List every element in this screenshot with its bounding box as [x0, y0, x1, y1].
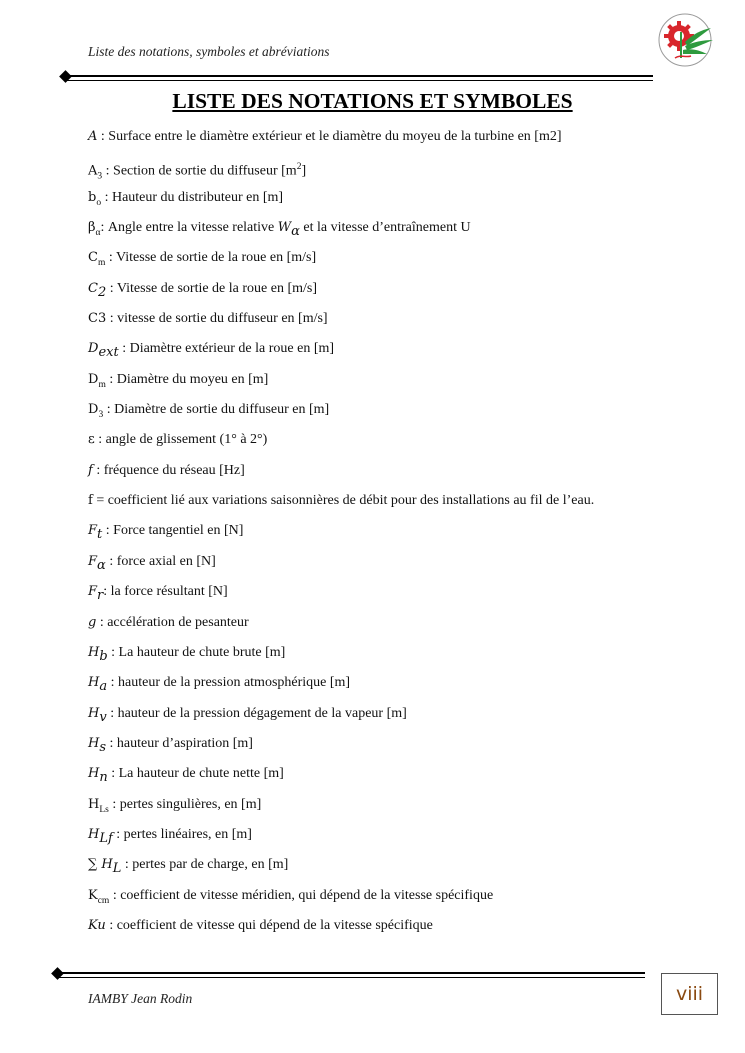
page-number	[661, 973, 718, 1015]
notation-description: : hauteur d’aspiration [m]	[106, 735, 253, 751]
notation-description: : Vitesse de sortie de la roue en [m/s]	[106, 280, 318, 296]
notation-subscript: Lf	[99, 830, 113, 846]
notation-subscript: s	[99, 739, 107, 755]
notation-symbol: F	[88, 584, 98, 600]
notation-symbol: K	[88, 887, 98, 903]
notation-description: : Section de sortie du diffuseur [m	[102, 164, 297, 179]
notation-subscript: n	[99, 770, 108, 786]
notation-symbol: D	[88, 402, 99, 418]
notation-entry	[88, 248, 688, 278]
notation-symbol: D	[88, 341, 99, 357]
notation-description: : pertes par de charge, en [m]	[121, 857, 289, 873]
notation-symbol: f	[88, 462, 93, 478]
notation-description: : Vitesse de sortie de la roue en [m/s]	[105, 250, 317, 266]
notation-symbol: H	[88, 826, 100, 842]
notation-entry	[88, 370, 688, 400]
notation-symbol: Ku	[88, 917, 106, 933]
notation-symbol: A	[88, 129, 98, 144]
notation-description: : Surface entre le diamètre extérieur et le diamètre du moyeu de la turbine en [m2]	[97, 129, 562, 144]
notation-symbol: g	[88, 614, 97, 630]
notation-subscript: b	[99, 648, 108, 664]
notation-entry	[88, 552, 688, 582]
notation-entry	[88, 309, 688, 339]
notation-entry	[88, 673, 688, 703]
notation-description: : Diamètre de sortie du diffuseur en [m]	[103, 402, 330, 418]
description-superscript: 2	[296, 162, 302, 173]
notation-subscript: 3	[97, 171, 103, 182]
notation-subscript: a	[99, 678, 108, 694]
notation-subscript: 2	[97, 284, 107, 300]
page-title: LISTE DES NOTATIONS ET SYMBOLES	[172, 89, 573, 113]
notation-entry	[88, 886, 688, 916]
notation-entry	[88, 279, 688, 309]
footer-rule-thin	[58, 977, 645, 978]
notation-description: = coefficient lié aux variations saisonnières de débit pour des installations au fil de l’eau.	[92, 493, 595, 509]
notation-subscript: m	[97, 258, 106, 269]
notation-symbol: H	[88, 796, 100, 812]
notation-subscript: t	[97, 527, 103, 543]
notation-entry	[88, 734, 688, 764]
notation-entry	[88, 582, 688, 612]
notation-entry	[88, 430, 688, 460]
notation-description: : La hauteur de chute nette [m]	[107, 766, 284, 782]
notation-entry	[88, 916, 688, 946]
notation-entry	[88, 218, 688, 248]
notation-entry	[88, 795, 688, 825]
notation-description: : pertes singulières, en [m]	[108, 796, 262, 812]
notation-subscript: Ls	[99, 804, 109, 815]
notation-entry	[88, 157, 688, 187]
notation-subscript: r	[97, 587, 104, 603]
notation-subscript: ext	[98, 345, 119, 361]
notation-entry	[88, 764, 688, 794]
notation-subscript: α	[95, 227, 101, 238]
notation-symbol: ∑ H	[88, 857, 113, 873]
notation-description: : Angle entre la vitesse relative	[100, 220, 278, 236]
notation-symbol: H	[88, 705, 100, 721]
notation-symbol: b	[88, 189, 97, 205]
notation-description: : coefficient de vitesse qui dépend de la vitesse spécifique	[105, 917, 433, 933]
notation-symbol: H	[88, 675, 100, 691]
notation-entry	[88, 461, 688, 491]
notation-symbol: C	[88, 280, 98, 296]
notation-symbol: C	[88, 250, 98, 266]
notation-symbol: D	[88, 371, 99, 387]
notation-symbol: C3	[88, 311, 107, 327]
notation-description: : accélération de pesanteur	[96, 614, 249, 630]
notation-description: : angle de glissement (1° à 2°)	[94, 432, 268, 448]
notation-subscript: α	[97, 557, 106, 573]
notation-entry	[88, 825, 688, 855]
notation-list	[88, 127, 688, 946]
notation-subscript: 3	[98, 409, 104, 420]
notation-entry	[88, 643, 688, 673]
notation-symbol: F	[88, 523, 98, 539]
notation-entry	[88, 855, 688, 885]
notation-symbol: β	[88, 220, 96, 236]
notation-description: : hauteur de la pression atmosphérique [m]	[107, 675, 351, 691]
footer-rule	[58, 972, 645, 974]
notation-symbol: ε	[88, 432, 95, 448]
notation-description: : Diamètre du moyeu en [m]	[105, 371, 269, 387]
notation-subscript: v	[99, 709, 107, 725]
notation-description: : vitesse de sortie du diffuseur en [m/s]	[106, 311, 328, 327]
notation-description: : pertes linéaires, en [m]	[112, 826, 252, 842]
notation-description: : Diamètre extérieur de la roue en [m]	[118, 341, 335, 357]
notation-subscript: cm	[97, 895, 110, 906]
notation-subscript: m	[98, 379, 106, 390]
notation-entry	[88, 400, 688, 430]
footer-author: IAMBY Jean Rodin	[88, 991, 193, 1006]
university-emblem-icon	[655, 12, 719, 68]
notation-description: : Force tangentiel en [N]	[102, 523, 244, 539]
notation-symbol: H	[88, 766, 100, 782]
header-rule-thin	[66, 80, 653, 81]
notation-entry	[88, 521, 688, 551]
notation-entry	[88, 613, 688, 643]
notation-symbol: H	[88, 644, 100, 660]
notation-description: : La hauteur de chute brute [m]	[107, 644, 286, 660]
notation-description: : force axial en [N]	[105, 553, 216, 569]
notation-description: : Hauteur du distributeur en [m]	[101, 189, 284, 205]
notation-description: : fréquence du réseau [Hz]	[92, 462, 245, 478]
description-end: ]	[301, 164, 307, 179]
notation-entry	[88, 491, 688, 521]
notation-description-cont: et la vitesse d’entraînement U	[299, 220, 471, 236]
notation-entry	[88, 127, 688, 157]
inline-symbol: W	[277, 220, 292, 236]
header-rule	[66, 75, 653, 77]
notation-subscript: L	[112, 861, 122, 877]
running-header: Liste des notations, symboles et abréviations	[88, 44, 330, 59]
notation-symbol: A	[88, 164, 98, 179]
notation-entry	[88, 188, 688, 218]
notation-entry	[88, 704, 688, 734]
notation-subscript: o	[96, 197, 102, 208]
notation-symbol: H	[88, 735, 100, 751]
notation-symbol: f	[88, 493, 93, 509]
notation-symbol: F	[88, 553, 98, 569]
notation-description: : hauteur de la pression dégagement de la vapeur [m]	[106, 705, 407, 721]
notation-entry	[88, 339, 688, 369]
page-number-text: viii	[675, 983, 704, 1005]
notation-description: : la force résultant [N]	[103, 584, 228, 600]
inline-subscript: α	[291, 223, 300, 239]
notation-description: : coefficient de vitesse méridien, qui dépend de la vitesse spécifique	[109, 887, 494, 903]
